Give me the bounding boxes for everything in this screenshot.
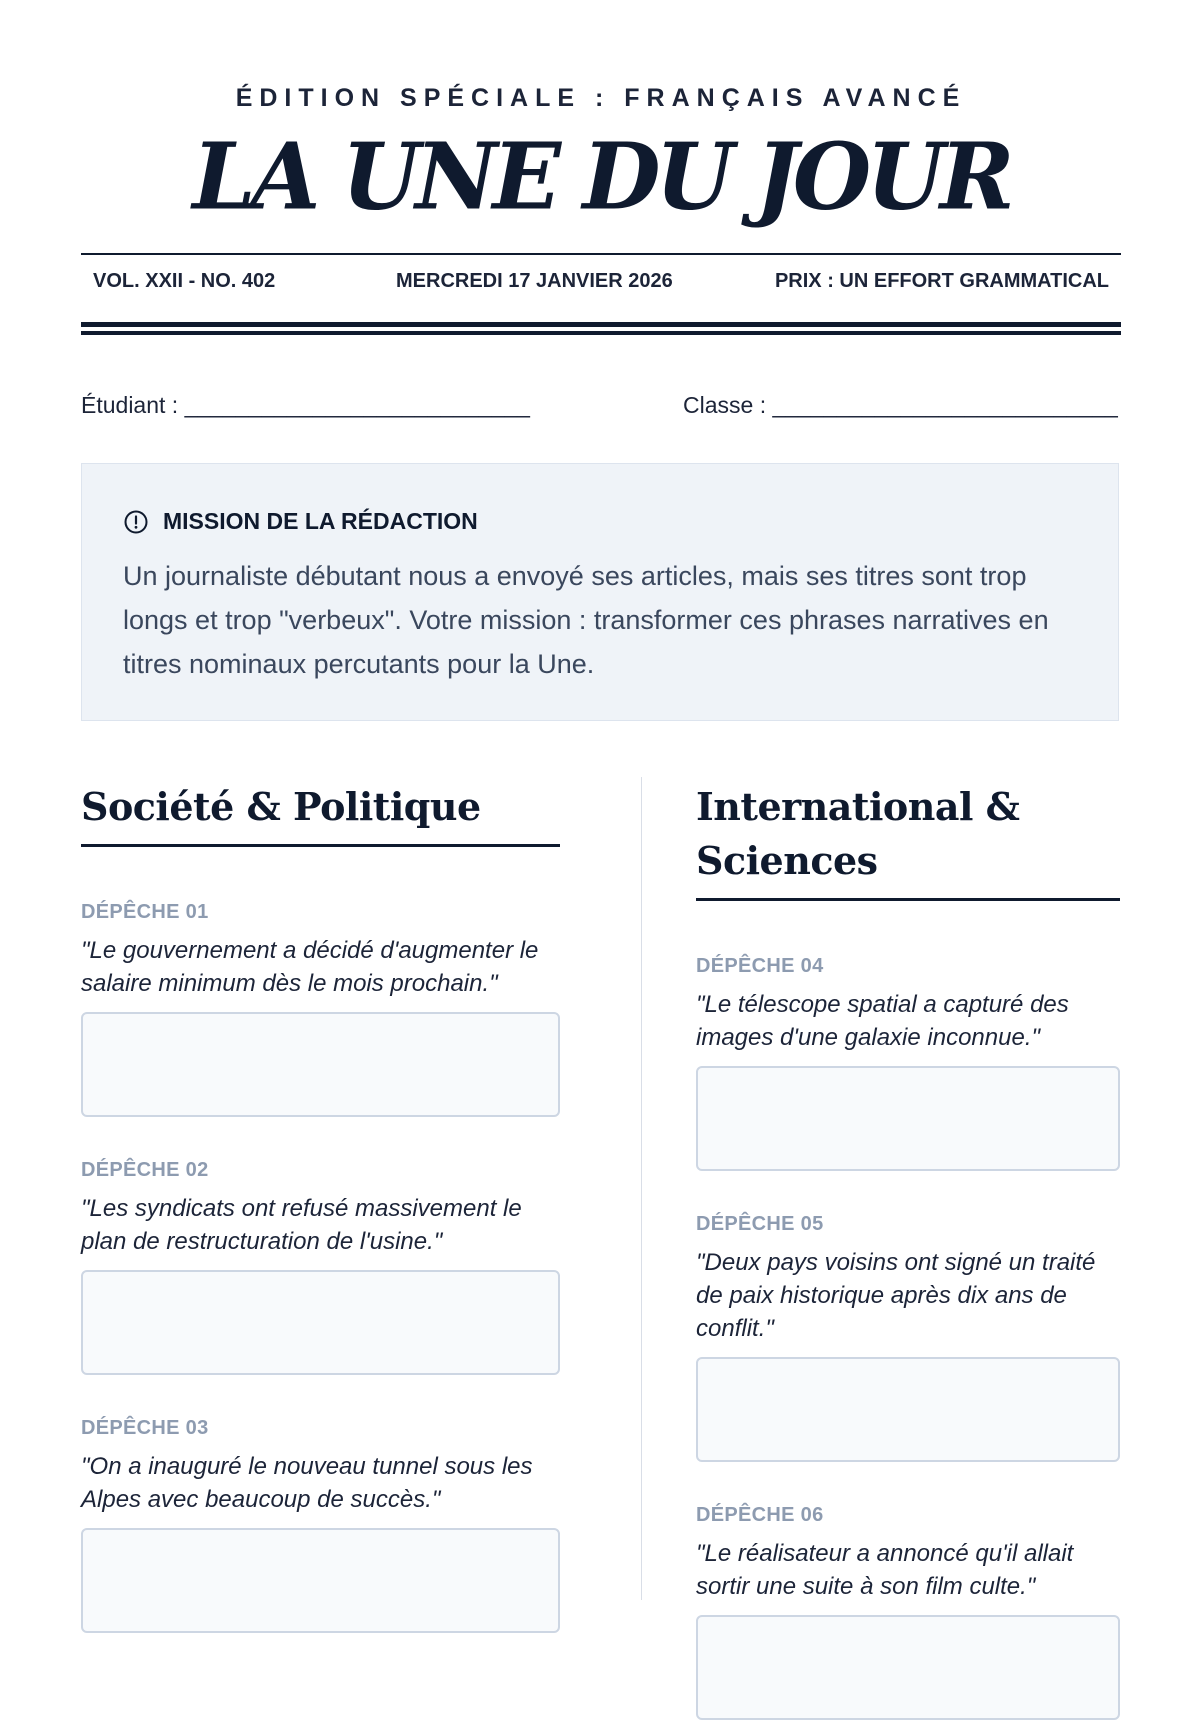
edition-banner: ÉDITION SPÉCIALE : FRANÇAIS AVANCÉ [235,84,967,112]
depeche-answer-input[interactable] [696,1066,1120,1171]
mission-text: Un journaliste débutant nous a envoyé ses articles, mais ses titres sont trop longs et trop "verbeux". Votre mission : transformer ces phrases narratives en titres nominaux percutants pour la Une. [123,561,1049,679]
exclamation-circle-icon [123,509,149,535]
masthead-title: LA UNE DU JOUR [192,122,1010,232]
depeche-quote: "On a inauguré le nouveau tunnel sous les Alpes avec beaucoup de succès." [81,1453,533,1513]
header-double-rule-bottom [81,331,1121,335]
worksheet-page [81,0,1121,1600]
depeche-label: DÉPÊCHE 04 [696,955,824,977]
depeche-item [696,955,1120,1171]
depeche-answer-input[interactable] [81,1012,560,1117]
mission-panel [81,463,1119,721]
issue-date: MERCREDI 17 JANVIER 2026 [396,270,673,292]
depeche-label: DÉPÊCHE 05 [696,1213,824,1235]
depeche-label: DÉPÊCHE 03 [81,1417,209,1439]
depeche-item [696,1504,1120,1720]
column-international-sciences [696,780,1120,1720]
student-name-field[interactable]: Étudiant : ___________________________ [81,392,530,418]
depeche-answer-input[interactable] [81,1528,560,1633]
depeche-quote: "Le télescope spatial a capturé des images d'une galaxie inconnue." [696,991,1069,1051]
depeche-quote: "Le gouvernement a décidé d'augmenter le salaire minimum dès le mois prochain." [81,937,539,997]
depeche-answer-input[interactable] [81,1270,560,1375]
depeche-item [81,1417,560,1633]
depeche-item [81,901,560,1117]
header-double-rule-top [81,322,1121,327]
depeche-answer-input[interactable] [696,1615,1120,1720]
depeche-label: DÉPÊCHE 01 [81,901,209,923]
depeche-label: DÉPÊCHE 02 [81,1159,209,1181]
depeche-label: DÉPÊCHE 06 [696,1504,824,1526]
depeche-item [696,1213,1120,1462]
section-title: Société & Politique [81,780,560,847]
issue-price: PRIX : UN EFFORT GRAMMATICAL [774,270,1109,292]
depeche-item [81,1159,560,1375]
issue-meta-row [81,268,1121,296]
depeche-quote: "Deux pays voisins ont signé un traité de paix historique après dix ans de conflit." [696,1249,1096,1342]
class-field[interactable]: Classe : ___________________________ [683,392,1118,418]
depeche-quote: "Le réalisateur a annoncé qu'il allait sortir une suite à son film culte." [696,1540,1074,1600]
header-divider [81,253,1121,255]
depeche-answer-input[interactable] [696,1357,1120,1462]
depeche-quote: "Les syndicats ont refusé massivement le plan de restructuration de l'usine." [81,1195,522,1255]
mission-title: MISSION DE LA RÉDACTION [163,508,478,534]
mission-header [123,508,478,535]
section-title: International & Sciences [696,780,1120,901]
column-societe-politique [81,780,560,1633]
issue-volume: VOL. XXII - NO. 402 [93,270,276,292]
column-divider [641,777,642,1600]
